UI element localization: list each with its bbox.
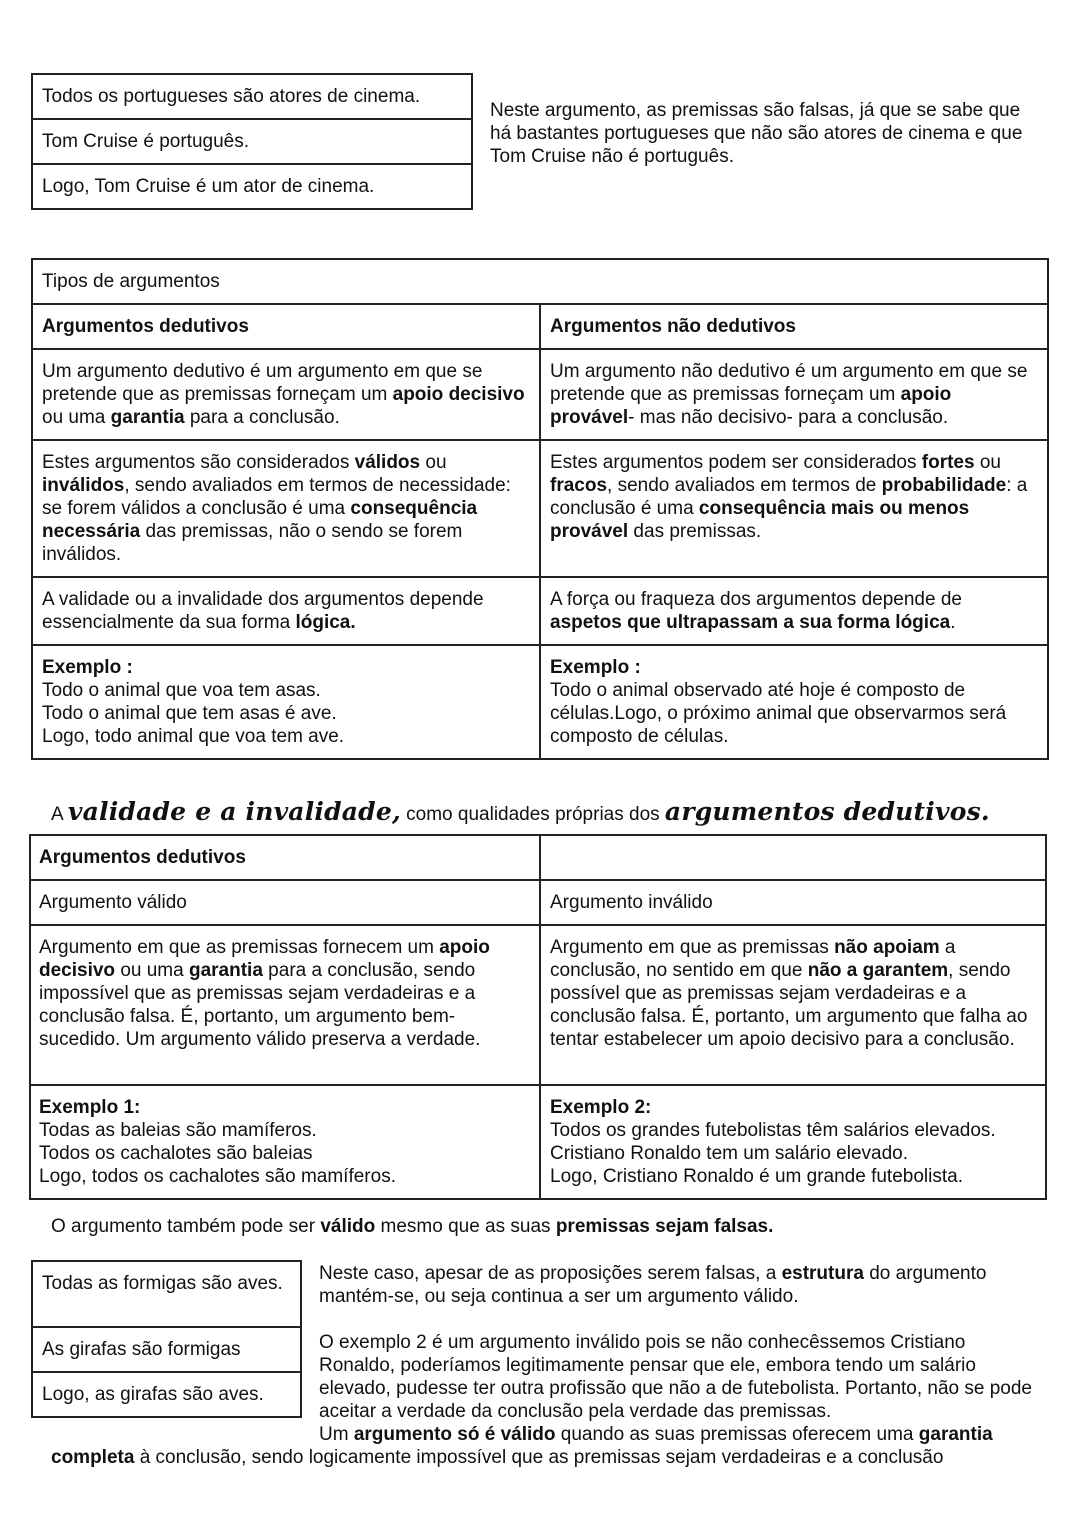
types-title: Tipos de argumentos [32, 259, 1048, 304]
paragraph-validity: Um argumento só é válido quando as suas premissas oferecem uma garantia completa à conclusão, sendo logicamente impossível que as premissas sejam verdadeiras e a conclusão [51, 1424, 993, 1468]
premise-1: Todos os portugueses são atores de cinema. [32, 74, 472, 119]
ants-premise-1: Todas as formigas são aves. [32, 1261, 301, 1327]
conclusion: Logo, Tom Cruise é um ator de cinema. [32, 164, 472, 209]
ants-conclusion: Logo, as girafas são aves. [32, 1372, 301, 1417]
deductive-form: A validade ou a invalidade dos argumentos depende essencialmente da sua forma lógica. [32, 577, 540, 645]
intro-note: Neste argumento, as premissas são falsas, já que se sabe que há bastantes portugueses que não são atores de cinema e que Tom Cruise não é português. [490, 100, 1023, 167]
deductive-evaluation: Estes argumentos são considerados válidos ou inválidos, sendo avaliados em termos de necessidade: se forem válidos a conclusão é uma consequência necessária das premissas, não o sendo se forem inválidos. [32, 440, 540, 577]
empty-cell [540, 835, 1046, 880]
deductive-table [29, 834, 1047, 1200]
valid-example: Exemplo 1: Todas as baleias são mamíferos. Todos os cachalotes são baleias Logo, todos os cachalotes são mamíferos. [30, 1085, 540, 1199]
non-deductive-example: Exemplo : Todo o animal observado até hoje é composto de células.Logo, o próximo animal que observarmos será composto de células. [540, 645, 1048, 759]
col-deductive: Argumentos dedutivos [32, 304, 540, 349]
ants-premise-2: As girafas são formigas [32, 1327, 301, 1372]
ants-table [31, 1260, 302, 1418]
paragraph-structure: Neste caso, apesar de as proposições serem falsas, a estrutura do argumento mantém-se, ou seja continua a ser um argumento válido. [319, 1263, 987, 1307]
paragraph-example-2: O exemplo 2 é um argumento inválido pois se não conhecêssemos Cristiano Ronaldo, poderíamos legitimamente pensar que ele, embora tendo um salário elevado, pudesse ter outra profissão que não a de futebolista. Portanto, não se pode aceitar a verdade da conclusão pela verdade das premissas. [319, 1332, 1033, 1422]
col-invalid: Argumento inválido [540, 880, 1046, 925]
heading-emphasis-1: validade e a invalidade, [67, 797, 401, 826]
valid-false-premises: O argumento também pode ser válido mesmo que as suas premissas sejam falsas. [51, 1216, 774, 1237]
non-deductive-definition: Um argumento não dedutivo é um argumento em que se pretende que as premissas forneçam um apoio provável- mas não decisivo- para a conclusão. [540, 349, 1048, 440]
premise-2: Tom Cruise é português. [32, 119, 472, 164]
intro-premises-table [31, 73, 473, 210]
invalid-example: Exemplo 2: Todos os grandes futebolistas têm salários elevados. Cristiano Ronaldo tem um salário elevado. Logo, Cristiano Ronaldo é um grande futebolista. [540, 1085, 1046, 1199]
col-valid: Argumento válido [30, 880, 540, 925]
non-deductive-form: A força ou fraqueza dos argumentos depende de aspetos que ultrapassam a sua forma lógica. [540, 577, 1048, 645]
invalid-definition: Argumento em que as premissas não apoiam a conclusão, no sentido em que não a garantem, sendo possível que as premissas sejam verdadeiras e a conclusão falsa. É, portanto, um argumento que falha ao tentar estabelecer um apoio decisivo para a conclusão. [540, 925, 1046, 1085]
deductive-example: Exemplo : Todo o animal que voa tem asas. Todo o animal que tem asas é ave. Logo, todo animal que voa tem ave. [32, 645, 540, 759]
valid-definition: Argumento em que as premissas fornecem um apoio decisivo ou uma garantia para a conclusão, sendo impossível que as premissas sejam verdadeiras e a conclusão falsa. É, portanto, um argumento bem-sucedido. Um argumento válido preserva a verdade. [30, 925, 540, 1085]
example-label: Exemplo : [42, 657, 133, 678]
heading-emphasis-2: argumentos dedutivos. [664, 797, 990, 826]
section-heading: A validade e a invalidade, como qualidades próprias dos argumentos dedutivos. [51, 797, 990, 826]
deductive-title: Argumentos dedutivos [30, 835, 540, 880]
col-non-deductive: Argumentos não dedutivos [540, 304, 1048, 349]
example-label: Exemplo : [550, 657, 641, 678]
types-table [31, 258, 1049, 760]
deductive-definition: Um argumento dedutivo é um argumento em que se pretende que as premissas forneçam um apoio decisivo ou uma garantia para a conclusão. [32, 349, 540, 440]
non-deductive-evaluation: Estes argumentos podem ser considerados fortes ou fracos, sendo avaliados em termos de probabilidade: a conclusão é uma consequência mais ou menos provável das premissas. [540, 440, 1048, 577]
